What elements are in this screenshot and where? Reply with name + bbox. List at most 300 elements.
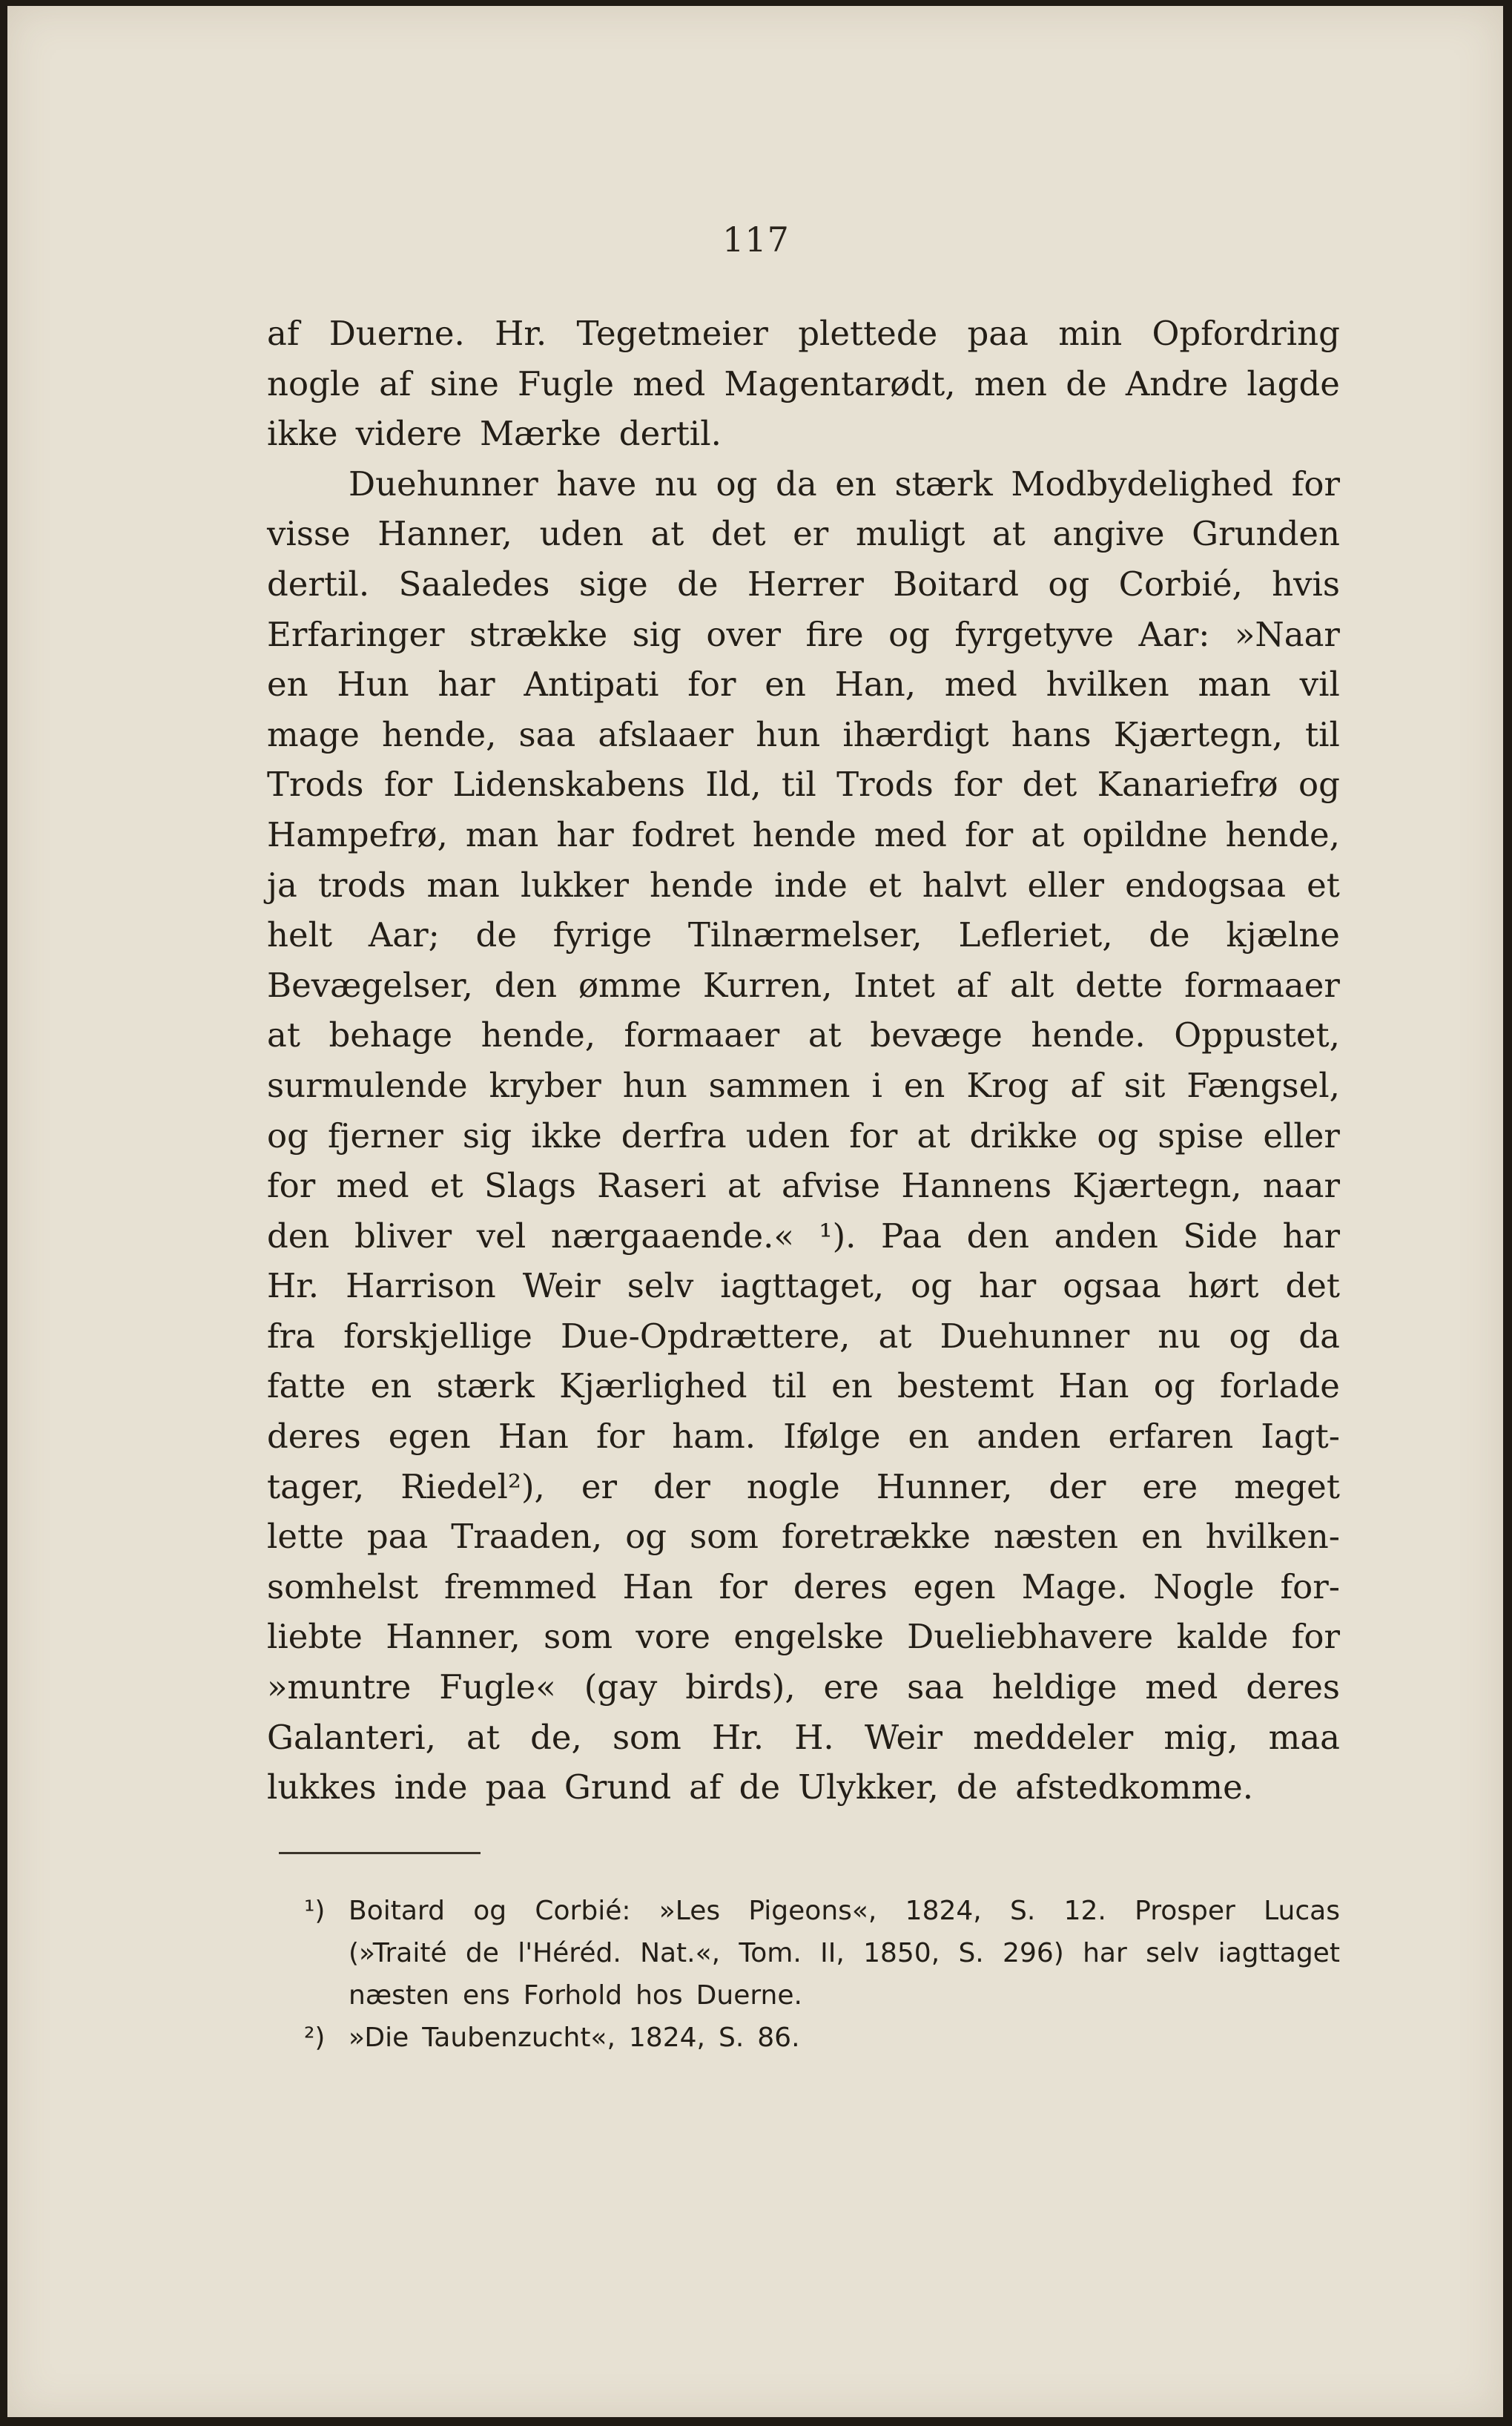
word: til [771,1366,807,1406]
word: Due-Opdrættere, [560,1316,851,1356]
word: angive [1052,514,1165,554]
text-line [267,759,1340,810]
word: Magentarødt, [724,363,956,403]
word: Pigeons«, [748,1896,877,1926]
word: med [336,1166,409,1206]
text-line [267,1061,1340,1111]
word: Duerne. [696,1980,802,2011]
word: hans [1011,714,1092,754]
footnote-line [267,1974,1340,2017]
word: har [438,665,495,705]
word: for [595,1417,645,1457]
text-line [267,1361,1340,1411]
word: iagttaget [1218,1938,1340,1968]
word: Traaden, [451,1517,603,1557]
word: Slags [483,1166,576,1206]
text-line [267,1562,1340,1612]
word: for [1291,464,1340,504]
word: II, [820,1938,845,1968]
text-line [267,309,1340,359]
word: Ifølge [783,1417,881,1457]
word: Fugle« [439,1667,556,1707]
word: hende, [382,714,497,754]
word: ere [1142,1466,1198,1506]
word: for- [1280,1566,1340,1606]
word: de [677,564,719,604]
word: ¹). [819,1216,856,1256]
word: ens [463,1980,510,2011]
word: Duehunner [940,1316,1130,1356]
word: forlade [1220,1366,1340,1406]
word: eller [1027,865,1105,905]
text-line [267,409,1340,459]
word: Nogle [1153,1566,1255,1606]
word: med [1145,1667,1218,1707]
word: hvilken [1046,665,1169,705]
word: dertil. [267,564,370,604]
word: 1850, [863,1938,940,1968]
word: fatte [267,1366,346,1406]
word: nu [1158,1316,1201,1356]
word: selv [627,1266,694,1306]
word: ere [823,1667,879,1707]
word: at [466,1717,500,1757]
word: heldige [991,1667,1118,1707]
word: nærgaaende.« [550,1216,794,1256]
word: fodret [631,814,735,854]
word: og [1229,1316,1271,1356]
word: de [475,915,517,955]
word: Lefleriet, [958,915,1113,955]
word: Tilnærmelser, [687,915,922,955]
word: der [1049,1466,1106,1506]
word: Taubenzucht«, [422,2023,615,2053]
word: Trods [836,765,934,805]
word: S. [958,1938,984,1968]
word: meddeler [973,1717,1134,1757]
word: af [267,314,300,353]
text-line [267,810,1340,860]
word: ikke [267,414,338,454]
word: somhelst [267,1566,419,1606]
text-line [267,1311,1340,1362]
word: Kurren, [702,965,833,1005]
word: derfra [621,1115,727,1156]
word: Iagt- [1261,1417,1340,1457]
word: over [706,614,782,654]
word: ja [267,865,297,905]
word: endogsaa [1125,865,1287,905]
word: som [690,1517,759,1557]
word: Boitard [349,1896,445,1926]
text-line [267,1713,1340,1763]
word: en [267,665,308,705]
word: af [956,965,989,1005]
word: de [956,1767,998,1807]
word: Nat.«, [640,1938,721,1968]
text-line [267,459,1340,510]
word: uden [539,514,624,554]
word: et [868,865,902,905]
word: de [1149,915,1190,955]
text-line [267,1512,1340,1562]
word: plettede [798,314,938,353]
word: Mærke [479,414,601,454]
word: deres [267,1417,361,1457]
word: Trods [267,765,364,805]
word: af [689,1767,722,1807]
word: sammen [708,1065,851,1105]
text-line [267,1161,1340,1211]
word: fyrgetyve [954,614,1115,654]
word: hvilken- [1205,1517,1340,1557]
word: for [954,765,1003,805]
word: Lucas [1264,1896,1340,1926]
word: inde [394,1767,468,1807]
word: iagttaget, [720,1266,885,1306]
word: afslaaer [598,714,734,754]
word: ikke [531,1115,602,1156]
word: Hannens [901,1166,1052,1206]
word: Bevægelser, [267,965,473,1005]
word: man [426,865,500,905]
word: 1824, [628,2023,705,2053]
word: saa [907,1667,964,1707]
word: sige [578,564,648,604]
word: selv [1146,1938,1200,1968]
word: for [719,1566,767,1606]
word: stærk [436,1366,535,1406]
word: Han, [834,665,916,705]
word: naar [1262,1166,1340,1206]
word: Hr. [495,314,547,353]
text-line [267,960,1340,1011]
word: lukker [520,865,630,905]
word: Corbié: [535,1896,631,1926]
word: Intet [854,965,935,1005]
word: ogsaa [1063,1266,1161,1306]
word: opildne [1082,814,1208,854]
word: Han [622,1566,693,1606]
word: Paa [881,1216,942,1256]
word: en [835,464,877,504]
word: Weir [864,1717,942,1757]
word: af [1070,1065,1103,1105]
word: Kanariefrø [1097,765,1278,805]
word: Grunden [1192,514,1340,554]
word: sit [1123,1065,1166,1105]
word: fyrige [552,915,653,955]
word: de [1066,363,1107,403]
word: det [711,514,766,554]
word: Duerne. [329,314,465,353]
word: lukkes [267,1767,377,1807]
word: Hampefrø, [267,814,448,854]
footnotes [267,1890,1340,2059]
word: Erfaringer [267,614,445,654]
word: en [370,1366,412,1406]
word: eller [1263,1115,1340,1156]
word: forskjellige [343,1316,532,1356]
word: 12. [1063,1896,1106,1926]
word: en [831,1366,873,1406]
footnote-marker: ²) [304,2023,326,2053]
word: nu [654,464,698,504]
word: 86. [757,2023,800,2053]
word: »Die [349,2023,409,2053]
text-line [267,1612,1340,1662]
word: Andre [1125,363,1229,403]
text-line [267,860,1340,911]
word: have [556,464,637,504]
word: afvise [782,1166,881,1206]
word: paa [366,1517,429,1557]
word: Dueliebhavere [907,1617,1154,1657]
word: deres [793,1566,888,1606]
word: 1824, [905,1896,982,1926]
word: paa [967,314,1029,353]
word: Oppustet, [1174,1015,1340,1055]
word: stærk [894,464,993,504]
word: der [653,1466,710,1506]
word: erfaren [1108,1417,1234,1457]
word: Riedel²), [400,1466,545,1506]
word: Boitard [893,564,1020,604]
word: vore [635,1617,711,1657]
word: og [1153,1366,1195,1406]
footnote-text [349,1932,1340,1974]
word: og [888,614,930,654]
word: og [1097,1115,1139,1156]
word: S. [1010,1896,1036,1926]
word: har [1083,1938,1127,1968]
word: spise [1158,1115,1244,1156]
word: Saaledes [398,564,550,604]
word: sig [632,614,681,654]
word: det [1285,1266,1340,1306]
word: har [1282,1216,1340,1256]
word: Harrison [346,1266,496,1306]
word: halvt [922,865,1007,905]
word: hende, [481,1015,596,1055]
word: Antipati [524,665,659,705]
page-number: 117 [722,220,790,260]
word: Han [498,1417,569,1457]
word: anden [1054,1216,1158,1256]
word: til [781,765,816,805]
word: hos [635,1980,683,2011]
word: sine [429,363,499,403]
word: den [494,965,558,1005]
text-line [267,1211,1340,1262]
word: l'Héréd. [518,1938,621,1968]
word: nogle [267,363,360,403]
word: og [625,1517,667,1557]
word: og [911,1266,952,1306]
word: hende. [1031,1015,1146,1055]
word: sig [462,1115,512,1156]
text-line [267,559,1340,610]
word: fire [805,614,864,654]
word: har [978,1266,1037,1306]
word: fremmed [444,1566,597,1606]
word: det [1022,765,1077,805]
text-line [267,1111,1340,1161]
word: mig, [1163,1717,1238,1757]
text-line [267,1010,1340,1061]
word: Fugle [518,363,615,403]
word: at [808,1015,842,1055]
word: man [1198,665,1271,705]
word: birds), [685,1667,796,1707]
word: de, [530,1717,582,1757]
word: meget [1234,1466,1340,1506]
word: trods [317,865,406,905]
body-text [267,309,1340,1813]
text-line [267,659,1340,710]
word: Hun [337,665,409,705]
word: paa [485,1767,547,1807]
word: som [544,1617,613,1657]
text-line [267,910,1340,960]
word: at [917,1115,951,1156]
word: strække [469,614,608,654]
text-line [267,359,1340,409]
text-line [267,1762,1340,1813]
word: Hr. [711,1717,765,1757]
text-line [267,1411,1340,1462]
word: hende [650,865,754,905]
word: foretrække [781,1517,971,1557]
word: er [793,514,829,554]
word: en [1141,1517,1183,1557]
word: »Les [658,1896,721,1926]
word: at [991,514,1026,554]
word: for [267,1166,316,1206]
text-line [267,1261,1340,1311]
word: som [612,1717,681,1757]
word: Kjærtegn, [1113,714,1283,754]
word: Hunner, [876,1466,1013,1506]
word: og [267,1115,308,1156]
word: næsten [993,1517,1118,1557]
footnote-line [267,1932,1340,1974]
word: Ulykker, [798,1767,939,1807]
word: liebte [267,1617,363,1657]
word: Galanteri, [267,1717,436,1757]
word: hende, [1225,814,1340,854]
word: at [1031,814,1065,854]
word: visse [267,514,351,554]
word: fjerner [327,1115,443,1156]
footnote-marker [267,1932,349,1974]
word: at [727,1166,761,1206]
footnote-text [349,2017,1340,2059]
word: maa [1268,1717,1340,1757]
word: en [765,665,806,705]
word: egen [388,1417,471,1457]
word: engelske [733,1617,884,1657]
word: helt [267,915,333,955]
word: Modbydelighed [1011,464,1274,504]
word: »Naar [1234,614,1340,654]
word: kjælne [1226,915,1340,955]
word: 296) [1003,1938,1064,1968]
word: egen [913,1566,996,1606]
word: bliver [354,1216,452,1256]
word: Herrer [747,564,864,604]
word: med [633,363,706,403]
word: for [849,1115,898,1156]
word: vil [1299,665,1340,705]
word: med [944,665,1017,705]
word: en [903,1065,945,1105]
text-line [267,1462,1340,1512]
word: Tom. [739,1938,802,1968]
word: ihærdigt [842,714,989,754]
word: og [473,1896,507,1926]
footnote-text [349,1974,1340,2017]
word: Kjærtegn, [1072,1166,1242,1206]
word: ømme [578,965,682,1005]
word: man [465,814,539,854]
word: et [1307,865,1340,905]
word: »muntre [267,1667,412,1707]
footnote-line [267,2017,1340,2059]
footnote-separator [279,1852,481,1854]
word: dertil. [618,414,722,454]
word: at [878,1316,912,1356]
text-line [267,610,1340,660]
word: hun [622,1065,687,1105]
word: Raseri [597,1166,707,1206]
footnote-line [267,1890,1340,1932]
word: Weir [522,1266,601,1306]
word: for [965,814,1014,854]
word: og [716,464,758,504]
word: dette [1075,965,1163,1005]
word: og [1048,564,1090,604]
word: videre [355,414,462,454]
word: men [974,363,1048,403]
word: kalde [1176,1617,1269,1657]
word: næsten [349,1980,450,2011]
word: min [1058,314,1123,353]
word: behage [329,1015,453,1055]
word: fra [267,1316,315,1356]
word: Hanner, [386,1617,521,1657]
word: (»Traité [349,1938,447,1968]
word: alt [1009,965,1054,1005]
word: mage [267,714,360,754]
word: til [1305,714,1340,754]
word: Corbié, [1118,564,1243,604]
text-line [267,710,1340,760]
footnote-marker [267,1974,349,2017]
word: Aar: [1138,614,1210,654]
word: Kjærlighed [559,1366,747,1406]
word: bevæge [870,1015,1003,1055]
word: de [465,1938,499,1968]
word: uden [745,1115,831,1156]
word: og [1298,765,1340,805]
word: afstedkomme. [1015,1767,1254,1807]
word: for [383,765,433,805]
word: for [1291,1617,1340,1657]
text-line [267,1662,1340,1713]
word: deres [1246,1667,1340,1707]
word: med [874,814,947,854]
